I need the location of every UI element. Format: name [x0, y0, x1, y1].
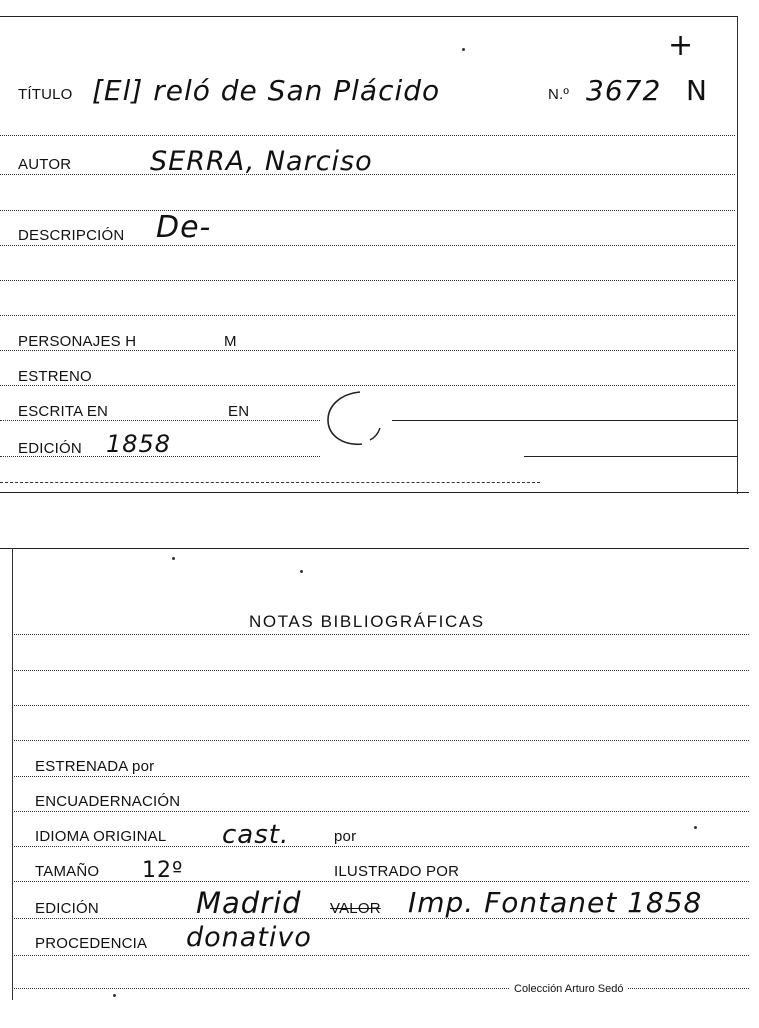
- numero-suffix: N: [686, 74, 708, 107]
- tamano-label: TAMAÑO: [35, 863, 100, 880]
- edicion-value: 1858: [106, 430, 172, 458]
- escrita-line-right: [392, 420, 737, 421]
- speck: [172, 557, 175, 560]
- tamano-value: 12º: [142, 858, 184, 883]
- coleccion-footer: Colección Arturo Sedó: [510, 983, 627, 995]
- valor-label-text: VALOR: [330, 900, 381, 917]
- speck: [462, 48, 465, 51]
- valor-label: [330, 900, 381, 917]
- edicion-city-value: Madrid: [196, 886, 302, 920]
- estreno-label: ESTRENO: [18, 368, 92, 385]
- titulo-value: [El] reló de San Plácido: [92, 74, 441, 107]
- numero-label: N.º: [548, 86, 570, 103]
- edicion-printer-value: Imp. Fontanet 1858: [408, 886, 703, 919]
- edicion-bottom-label: EDICIÓN: [35, 900, 99, 917]
- bottom-card-left-edge: [12, 548, 13, 1000]
- tamano-line: [14, 881, 749, 882]
- speck: [694, 826, 697, 829]
- descripcion-label: DESCRIPCIÓN: [18, 227, 125, 244]
- numero-value: 3672: [586, 74, 662, 107]
- blank-line-1: [0, 280, 735, 281]
- bottom-card-top-edge: [0, 548, 749, 549]
- idioma-value: cast.: [222, 820, 290, 850]
- estrenada-line: [14, 776, 749, 777]
- autor-value: SERRA, Narciso: [150, 146, 373, 177]
- personajes-line: [0, 350, 735, 351]
- descripcion-value: De-: [156, 210, 212, 245]
- idioma-line: [14, 846, 749, 847]
- procedencia-label: PROCEDENCIA: [35, 935, 148, 952]
- edicion-bottom-line: [14, 918, 749, 919]
- procedencia-value: donativo: [186, 922, 312, 953]
- speck: [113, 994, 116, 997]
- notas-line-1: [14, 634, 749, 635]
- bottom-card-last-line: [14, 988, 749, 989]
- escrita-label: ESCRITA EN: [18, 403, 109, 420]
- procedencia-line: [14, 955, 749, 956]
- top-card-last-line: [0, 482, 540, 483]
- autor-line: [0, 174, 735, 175]
- titulo-line: [0, 135, 735, 136]
- circle-stamp-icon: [322, 388, 392, 450]
- estrenada-label: ESTRENADA por: [35, 758, 155, 775]
- cross-mark: +: [668, 28, 695, 63]
- edicion-line-left: [0, 456, 320, 457]
- notas-line-4: [14, 740, 749, 741]
- autor-label: AUTOR: [18, 156, 72, 173]
- speck: [300, 570, 303, 573]
- descripcion-line: [0, 245, 735, 246]
- titulo-label: TÍTULO: [18, 86, 73, 103]
- encuadernacion-line: [14, 811, 749, 812]
- edicion-label: EDICIÓN: [18, 440, 82, 457]
- edicion-line-right: [524, 456, 737, 457]
- autor-line-2: [0, 210, 735, 211]
- estreno-line: [0, 385, 735, 386]
- idioma-por-label: por: [334, 828, 357, 845]
- encuadernacion-label: ENCUADERNACIÓN: [35, 793, 181, 810]
- idioma-label: IDIOMA ORIGINAL: [35, 828, 167, 845]
- notas-line-2: [14, 670, 749, 671]
- top-card-top-edge: [0, 16, 738, 17]
- notas-line-3: [14, 705, 749, 706]
- escrita-en-label: EN: [228, 403, 250, 420]
- personajes-label: PERSONAJES H: [18, 333, 137, 350]
- top-card-bottom-edge: [0, 492, 749, 493]
- escrita-line-left: [0, 420, 320, 421]
- top-card-right-edge: [737, 16, 738, 494]
- blank-line-2: [0, 315, 735, 316]
- personajes-m-label: M: [224, 333, 237, 350]
- notas-heading: NOTAS BIBLIOGRÁFICAS: [249, 612, 485, 631]
- ilustrado-label: ILUSTRADO POR: [334, 863, 460, 880]
